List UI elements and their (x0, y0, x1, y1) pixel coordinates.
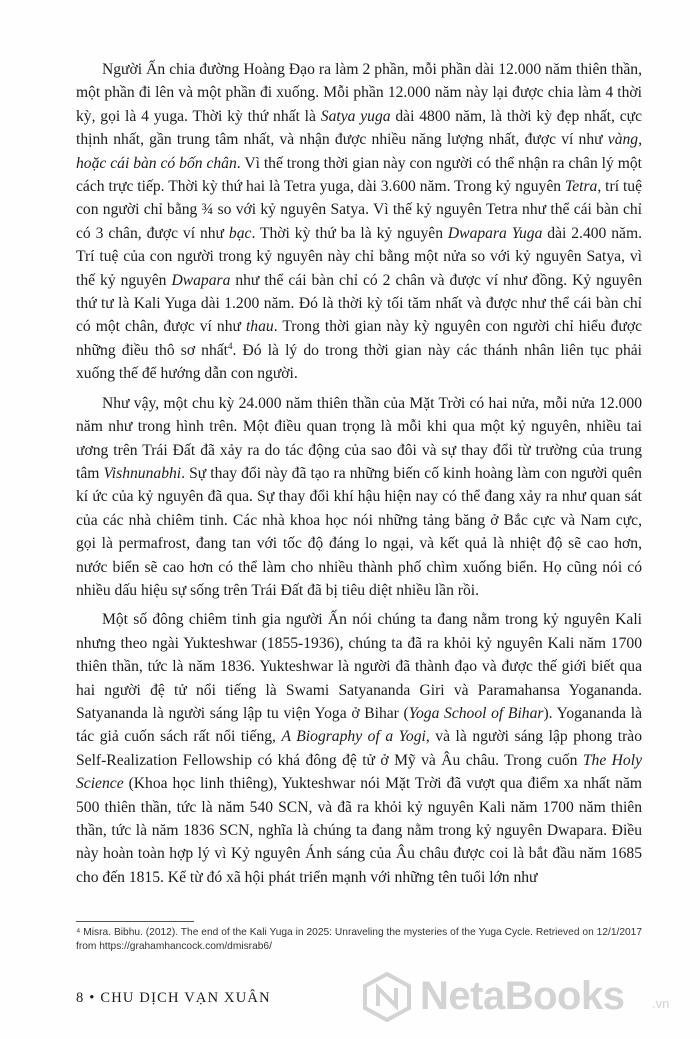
text-run: . Vì thế trong thời gian này con người có thể nhận ra chân lý một cách trực tiếp. Thời kỳ thứ hai là Tetra yuga, dài 3.600 năm. Trong kỷ nguyên (76, 154, 642, 196)
footnote-ref: 4 (228, 340, 233, 351)
netabooks-logo-icon (362, 972, 412, 1022)
footnote-divider (76, 921, 194, 922)
italic-text: Dwapara Yuga (447, 224, 543, 242)
page-footer: 8 • CHU DỊCH VẠN XUÂN (76, 990, 271, 1006)
italic-text: Dwapara (171, 271, 231, 289)
text-run: . Sự thay đổi này đã tạo ra những biến cố kinh hoàng làm con người quên kí ức của kỷ nguyên đã qua. Sự thay đổi khí hậu hiện nay có thể đang xảy ra như quan sát của các nhà chiêm tinh. Các nhà khoa học nói những tảng băng ở Bắc cực và Nam cực, gọi là permafrost, đang tan với tốc độ đáng lo ngại, và kết quả là nhiệt độ sẽ cao hơn, nước biển sẽ cao hơn có thể làm cho nhiều thành phố chìm xuống biển. Họ cũng nói có nhiều dấu hiệu sự sống trên Trái Đất đã bị tiêu diệt nhiều lần rồi. (76, 464, 642, 599)
italic-text: Yoga School of Bihar (408, 704, 544, 722)
text-run: dài 4800 năm, là thời kỳ đẹp nhất, cực thịnh nhất, gần trung tâm nhất, và nhận được nhiều năng lượng nhất, được ví như (76, 107, 643, 149)
footnote: ⁴ Misra. Bibhu. (2012). The end of the Kali Yuga in 2025: Unraveling the mysteries of the Yuga Cycle. Retrieved on 12/1/2017 from https://grahamhancock.com/dmisrab6/ (76, 927, 642, 952)
italic-text: Vishnunabhi (103, 464, 182, 482)
watermark-text: NetaBooks (420, 974, 625, 1018)
italic-text: thau (245, 318, 274, 336)
text-run: Như vậy, một chu kỳ 24.000 năm thiên thần của Mặt Trời có hai nửa, mỗi nửa 12.000 năm như trong hình trên. Một điều quan trọng là mỗi khi qua một kỷ nguyên, nhiều tai ương trên Trái Đất đã xảy ra do tác động của sao đôi và sự thay đổi từ trường của trung tâm (76, 394, 642, 482)
paragraph-2 (76, 392, 642, 603)
text-run: Người Ấn chia đường Hoàng Đạo ra làm 2 phần, mỗi phần dài 12.000 năm thiên thần, một phần đi lên và một phần đi xuống. Mỗi phần 12.000 năm này lại được chia làm 4 thời kỳ, gọi là 4 yuga. Thời kỳ thứ nhất là (76, 61, 642, 125)
text-run: dài 2.400 năm. Trí tuệ của con người trong kỷ nguyên này chỉ bằng một nửa so với kỷ nguyên Satya, vì thế kỷ nguyên (76, 224, 642, 289)
italic-text: Tetra (564, 178, 598, 196)
watermark-suffix: .vn (652, 996, 670, 1011)
paragraph-1 (76, 58, 642, 386)
text-run: như thể cái bàn chỉ có 2 chân và được ví như đồng. Kỷ nguyên thứ tư là Kali Yuga dài 1.200 năm. Đó là thời kỳ tối tăm nhất và được như thể cái bàn chỉ có một chân, được ví như (76, 271, 643, 336)
italic-text: A Biography of a Yogi (281, 728, 426, 746)
italic-text: The Holy Science (76, 751, 642, 793)
italic-text: Satya yuga (320, 107, 391, 125)
text-run: . Đó là lý do trong thời gian này các thánh nhân liên tục phải xuống thế để hướng dẫn con người. (76, 341, 643, 383)
paragraph-3 (76, 608, 642, 889)
italic-text: bạc (228, 224, 252, 242)
text-run: . Trong thời gian này kỳ nguyên con người chỉ hiểu được những điều thô sơ nhất (76, 318, 642, 359)
page-body (76, 58, 642, 895)
text-run: (Khoa học linh thiêng), Yukteshwar nói Mặt Trời đã vượt qua điểm xa nhất năm 500 thiên thần, tức là năm 540 SCN, và đã ra khỏi kỷ nguyên Kali năm 1700 năm thiên thần, tức là năm 1836 SCN, nghĩa là chúng ta đang nằm trong kỷ nguyên Dwapara. Điều này hoàn toàn hợp lý vì Kỷ nguyên Ánh sáng của Âu châu được coi là bắt đầu năm 1685 cho đến 1815. Kể từ đó xã hội phát triển mạnh với những tên tuổi lớn như (76, 775, 642, 886)
text-run: Một số đông chiêm tinh gia người Ấn nói chúng ta đang nằm trong kỷ nguyên Kali nhưng theo ngài Yukteshwar (1855-1936), chúng ta đã ra khỏi kỷ nguyên Kali năm 1700 thiên thần, tức là năm 1836. Yukteshwar là người đã thành đạo và được thế giới biết qua hai người đệ tử nổi tiếng là Swami Satyananda Giri và Paramahansa Yogananda. Satyananda là người sáng lập tu viện Yoga ở Bihar ( (76, 611, 642, 722)
text-run: , và là người sáng lập phong trào Self-Realization Fellowship có khá đông đệ tử ở Mỹ và Âu châu. Trong cuốn (76, 728, 642, 769)
italic-text: vàng, hoặc cái bàn có bốn chân (76, 131, 642, 172)
text-run: . Thời kỳ thứ ba là kỷ nguyên (251, 224, 448, 242)
netabooks-watermark (362, 970, 682, 1030)
text-run: ). Yogananda là tác giả cuốn sách rất nổi tiếng, (76, 704, 642, 746)
text-run: , trí tuệ con người chỉ bằng ¾ so với kỷ nguyên Satya. Vì thế kỷ nguyên Tetra như thể cái bàn chỉ có 3 chân, được ví như (76, 178, 642, 242)
